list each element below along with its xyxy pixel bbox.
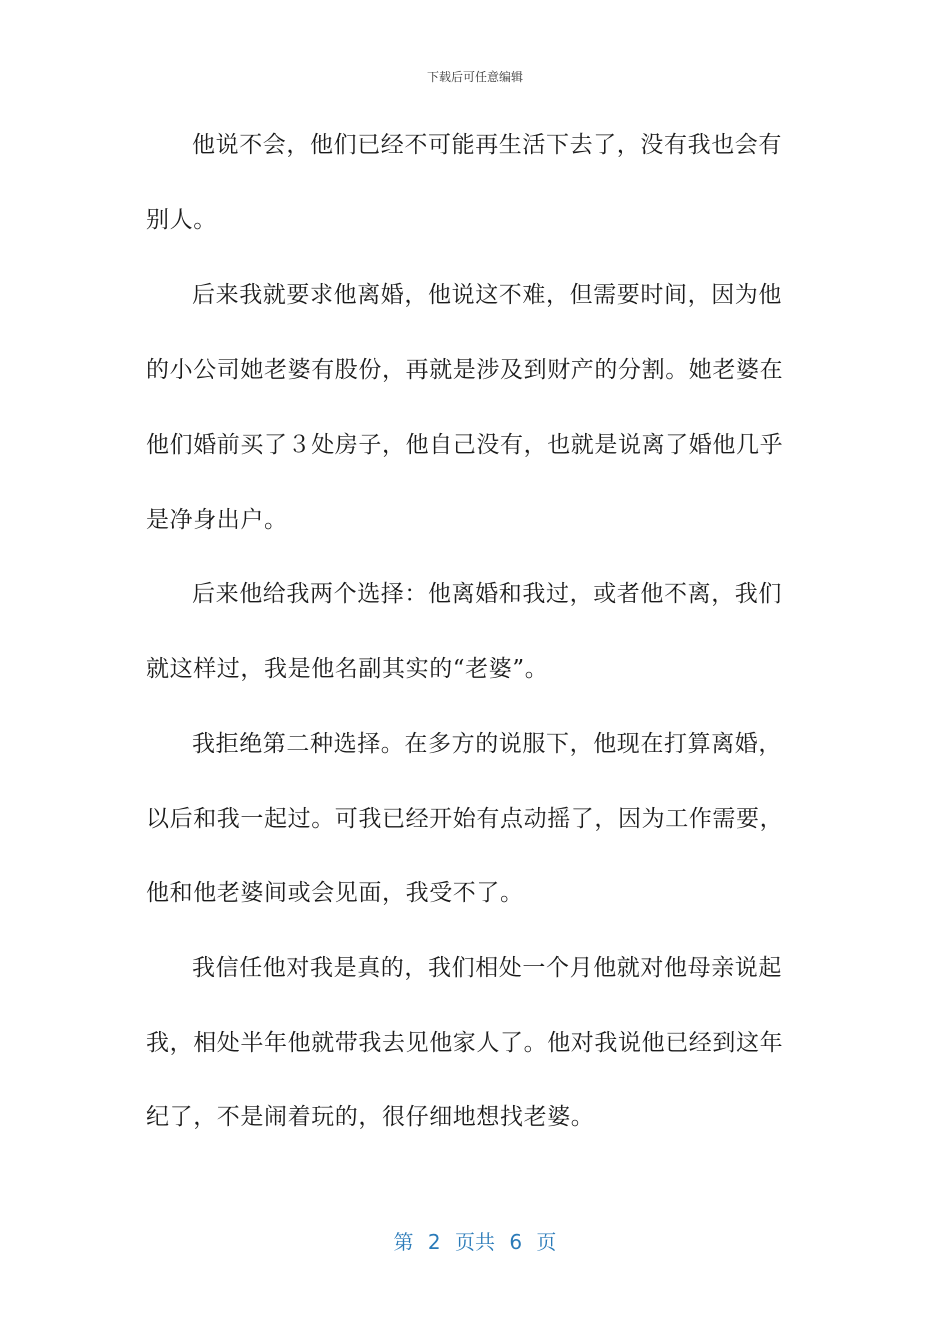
- paragraph-line: 他和他老婆间或会见面，我受不了。: [146, 880, 524, 906]
- paragraph-line: 纪了，不是闹着玩的，很仔细地想找老婆。: [146, 1104, 595, 1130]
- paragraph-line: 后来我就要求他离婚，他说这不难，但需要时间，因为他: [192, 282, 782, 308]
- paragraph-line: 他们婚前买了３处房子，他自己没有，也就是说离了婚他几乎: [146, 432, 784, 458]
- paragraph-line: 的小公司她老婆有股份，再就是涉及到财产的分割。她老婆在: [146, 357, 784, 383]
- paragraph-line: 就这样过，我是他名副其实的“老婆”。: [146, 656, 549, 682]
- paragraph-line: 我信任他对我是真的，我们相处一个月他就对他母亲说起: [192, 955, 782, 981]
- paragraph-line: 是净身出户。: [146, 507, 288, 533]
- paragraph-line: 他说不会，他们已经不可能再生活下去了，没有我也会有: [192, 132, 782, 158]
- paragraph-line: 以后和我一起过。可我已经开始有点动摇了，因为工作需要，: [146, 806, 784, 832]
- header-note: 下载后可任意编辑: [426, 70, 523, 84]
- paragraph-line: 我，相处半年他就带我去见他家人了。他对我说他已经到这年: [146, 1030, 784, 1056]
- paragraph-line: 我拒绝第二种选择。在多方的说服下，他现在打算离婚，: [192, 731, 782, 757]
- paragraph-line: 别人。: [146, 207, 217, 233]
- page-number: 第 2 页共 6 页: [393, 1230, 557, 1254]
- paragraph-line: 后来他给我两个选择：他离婚和我过，或者他不离，我们: [192, 581, 782, 607]
